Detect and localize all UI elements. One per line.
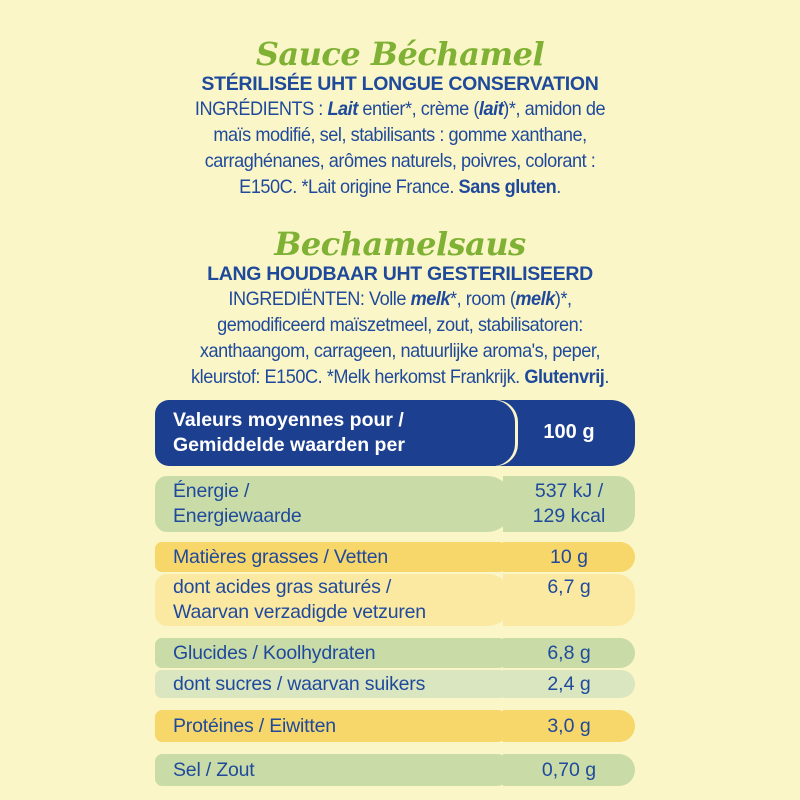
row-label: Glucides / Koolhydraten: [173, 642, 376, 664]
row-value: 0,70 g: [541, 759, 597, 781]
row-value: 2,4 g: [547, 673, 591, 695]
row-label: Protéines / Eiwitten: [173, 715, 336, 737]
ingredients-line: carraghénanes, arômes naturels, poivres, colorant :: [204, 150, 596, 172]
header-label-line1: Valeurs moyennes pour /: [173, 409, 404, 431]
ingredients-text: .: [556, 176, 561, 198]
gluten-free-claim-fr: Sans gluten: [458, 176, 557, 198]
ingredients-line: maïs modifié, sel, stabilisants : gomme xanthane,: [213, 124, 587, 146]
table-row-protein: [155, 710, 635, 742]
french-product-title: Sauce Béchamel: [255, 35, 545, 73]
ingredient-lait-2: lait: [478, 98, 504, 120]
row-label: Sel / Zout: [173, 759, 255, 781]
header-value: 100 g: [543, 421, 595, 443]
gluten-free-claim-nl: Glutenvrij: [524, 366, 605, 388]
row-label: [173, 479, 302, 529]
row-label-line1: dont acides gras saturés /: [173, 576, 392, 598]
french-subtitle: STÉRILISÉE UHT LONGUE CONSERVATION: [201, 73, 599, 95]
table-row-sugars: [155, 670, 635, 698]
row-value-line1: 537 kJ /: [534, 480, 604, 502]
row-value-line2: 129 kcal: [532, 505, 606, 527]
dutch-ingredients: [154, 286, 647, 390]
nutrition-table-header: [155, 400, 635, 466]
row-value: [503, 479, 635, 529]
header-label: [173, 408, 405, 458]
ingredients-text: )*,: [554, 288, 572, 310]
ingredient-melk-2: melk: [515, 288, 555, 310]
ingredient-melk: melk: [410, 288, 451, 310]
nutrition-label-panel: [135, 22, 665, 782]
ingredients-line: gemodificeerd maïszetmeel, zout, stabilisatoren:: [217, 314, 583, 336]
french-section: [135, 36, 665, 200]
dutch-product-title: Bechamelsaus: [274, 225, 526, 263]
table-row-saturated-fat: [155, 574, 635, 626]
table-row-salt: [155, 754, 635, 786]
row-label: dont sucres / waarvan suikers: [173, 673, 426, 695]
header-label-line2: Gemiddelde waarden per: [173, 434, 405, 456]
row-label-line2: Energiewaarde: [173, 505, 302, 527]
row-value: 6,8 g: [547, 642, 591, 664]
ingredients-text: *, room (: [450, 288, 516, 310]
row-value: 3,0 g: [547, 715, 591, 737]
table-row-energy: [155, 476, 635, 532]
ingredients-text: )*, amidon de: [503, 98, 606, 120]
ingredients-text: INGREDIËNTEN: Volle: [228, 288, 411, 310]
ingredients-text: .: [604, 366, 609, 388]
ingredient-lait: Lait: [327, 98, 358, 120]
table-row-carbohydrates: [155, 638, 635, 668]
row-label-line1: Énergie /: [173, 480, 250, 502]
row-label: Matières grasses / Vetten: [173, 546, 389, 568]
french-ingredients-label: INGRÉDIENTS :: [194, 98, 328, 120]
row-value: 10 g: [550, 546, 588, 568]
dutch-subtitle: LANG HOUDBAAR UHT GESTERILISEERD: [207, 263, 593, 285]
row-value: 6,7 g: [547, 576, 591, 598]
ingredients-text: entier*, crème (: [357, 98, 479, 120]
header-divider: [493, 400, 515, 466]
row-label-line2: Waarvan verzadigde vetzuren: [173, 601, 426, 623]
ingredients-line: xanthaangom, carrageen, natuurlijke aroma's, peper,: [199, 340, 601, 362]
ingredients-line: E150C. *Lait origine France.: [239, 176, 459, 198]
french-ingredients: [154, 96, 647, 200]
dutch-section: [135, 226, 665, 390]
row-label: [173, 575, 426, 625]
ingredients-line: kleurstof: E150C. *Melk herkomst Frankrijk.: [191, 366, 525, 388]
table-row-fat: [155, 542, 635, 572]
